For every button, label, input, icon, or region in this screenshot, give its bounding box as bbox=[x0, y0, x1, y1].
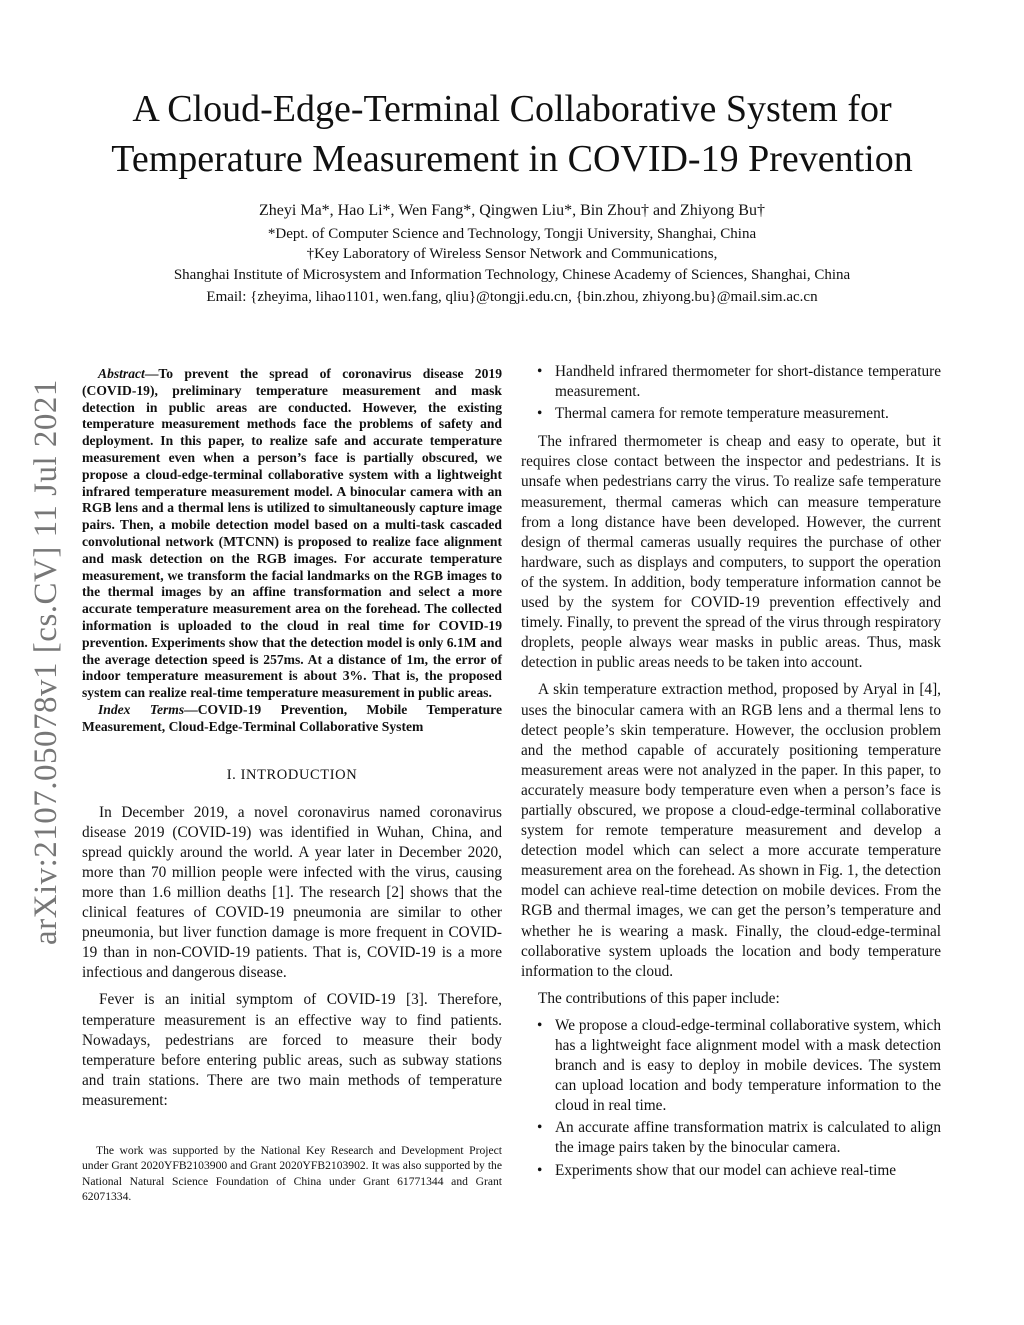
right-paragraph-2: A skin temperature extraction method, proposed by Aryal in [4], uses the binocular camera with an RGB lens and a thermal lens to detect people’s skin temperature. However, the occlusion problem and the method capable of accurately positioning temperature measurement areas were not analyzed in the paper. In this paper, to accurately measure body temperature even when a person’s face is partially obscured, we propose a cloud-edge-terminal collaborative system for remote temperature measurement and develop a detection model which can select a more accurate temperature measurement area on the forehead. As shown in Fig. 1, the detection model can achieve real-time detection on mobile devices. From the RGB and thermal images, we can get the person’s temperature and whether he is wearing a mask. Finally, the cloud-edge-terminal collaborative system uploads the location and body temperature information to the cloud. bbox=[521, 681, 941, 980]
list-item: • We propose a cloud-edge-terminal collaborative system, which has a lightweight face alignment model with a mask detection branch and is easy to deploy in mobile devices. The system can upload location and body temperature information to the cloud in real time. bbox=[555, 1016, 941, 1116]
left-column bbox=[82, 366, 502, 1118]
index-terms bbox=[82, 702, 502, 736]
affiliation-institute: Shanghai Institute of Microsystem and Information Technology, Chinese Academy of Sciences, Shanghai, China bbox=[173, 267, 851, 283]
section-heading-introduction: I. INTRODUCTION bbox=[226, 766, 358, 783]
affiliation-tongji: *Dept. of Computer Science and Technology, Tongji University, Shanghai, China bbox=[267, 226, 757, 242]
abstract bbox=[82, 366, 502, 702]
funding-footnote: The work was supported by the National Key Research and Development Project under Grant 2020YFB2103900 and Grant 2020YFB2103902. It was also supported by the National Natural Science Foundation of China under Grant 61771344 and Grant 62071334. bbox=[82, 1144, 502, 1204]
list-item: • Thermal camera for remote temperature measurement. bbox=[555, 404, 941, 424]
list-item: • Experiments show that our model can achieve real-time bbox=[555, 1161, 941, 1181]
title-line-1: A Cloud-Edge-Terminal Collaborative System for bbox=[132, 88, 892, 130]
right-paragraph-1: The infrared thermometer is cheap and easy to operate, but it requires close contact between the inspector and pedestrians. It is unsafe when pedestrians carry the virus. To realize safe temperature measurement, thermal cameras which can measure temperature from a long distance have been developed. However, the current design of thermal cameras usually requires the purchase of other hardware, such as displays and computers, to support the operation of the system. In addition, body temperature information cannot be used by the system for COVID-19 prevention effectively and timely. Finally, to prevent the spread of the virus through respiratory droplets, people always wear masks in public areas. Thus, mask detection in public areas needs to be taken into account. bbox=[521, 433, 941, 672]
list-item: • Handheld infrared thermometer for short-distance temperature measurement. bbox=[555, 362, 941, 402]
email-line: Email: {zheyima, lihao1101, wen.fang, qliu}@tongji.edu.cn, {bin.zhou, zhiyong.bu}@mail.sim.ac.cn bbox=[206, 289, 818, 305]
affiliation-lab: †Key Laboratory of Wireless Sensor Network and Communications, bbox=[306, 246, 718, 262]
abstract-text: —To prevent the spread of coronavirus disease 2019 (COVID-19), preliminary temperature measurement and mask detection in public areas are conducted. However, the existing temperature measurement methods face the problems of safety and deployment. In this paper, to realize safe and accurate temperature measurement even when a person’s face is partially obscured, we propose a cloud-edge-terminal collaborative system with a lightweight infrared temperature measurement model. A binocular camera with an RGB lens and a thermal lens is utilized to simultaneously capture image pairs. Then, a mobile detection model based on a multi-task cascaded convolutional network (MTCNN) is proposed to realize face alignment and mask detection on the RGB images. For accurate temperature measurement, we transform the facial landmarks on the RGB images to the thermal images by an affine transformation and select a more accurate temperature measurement area on the forehead. The collected information is uploaded to the cloud in real time for COVID-19 prevention. Experiments show that the detection model is only 6.1M and the average detection speed is 257ms. At a distance of 1m, the error of indoor temperature measurement is about 3%. That is, the proposed system can realize real-time temperature measurement in public areas. bbox=[82, 366, 502, 701]
index-terms-text: —COVID-19 Prevention, Mobile Temperature Measurement, Cloud-Edge-Terminal Collaborative System bbox=[82, 701, 503, 734]
title-line-2: Temperature Measurement in COVID-19 Prevention bbox=[111, 138, 913, 180]
author-list: Zheyi Ma*, Hao Li*, Wen Fang*, Qingwen Liu*, Bin Zhou† and Zhiyong Bu† bbox=[259, 202, 765, 219]
contributions-list bbox=[521, 1016, 941, 1181]
abstract-label: Abstract bbox=[98, 366, 145, 381]
right-column bbox=[521, 362, 941, 1189]
intro-paragraph-2: Fever is an initial symptom of COVID-19 [3]. Therefore, temperature measurement is an effective way to find patients. Nowadays, pedestrians are forced to measure their body temperature before entering public areas, such as subway stations and train stations. There are two main methods of temperature measurement: bbox=[82, 991, 502, 1109]
contributions-intro: The contributions of this paper include: bbox=[538, 989, 780, 1007]
arxiv-identifier: arXiv:2107.05078v1 [cs.CV] 11 Jul 2021 bbox=[28, 379, 64, 945]
index-terms-label: Index Terms bbox=[98, 701, 185, 717]
list-item: • An accurate affine transformation matrix is calculated to align the image pairs taken by the binocular camera. bbox=[555, 1118, 941, 1158]
paper-title bbox=[40, 84, 984, 184]
measurement-methods-list bbox=[521, 362, 941, 424]
intro-paragraph-1: In December 2019, a novel coronavirus named coronavirus disease 2019 (COVID-19) was identified in Wuhan, China, and spread quickly around the world. A year later in December 2020, more than 70 million people were infected with the virus, causing more than 1.6 million deaths [1]. The research [2] shows that the clinical features of COVID-19 pneumonia are similar to other pneumonia, but liver function damage is more frequent in COVID-19 than in non-COVID-19 patients. That is, COVID-19 is a more infectious and dangerous disease. bbox=[82, 803, 502, 982]
